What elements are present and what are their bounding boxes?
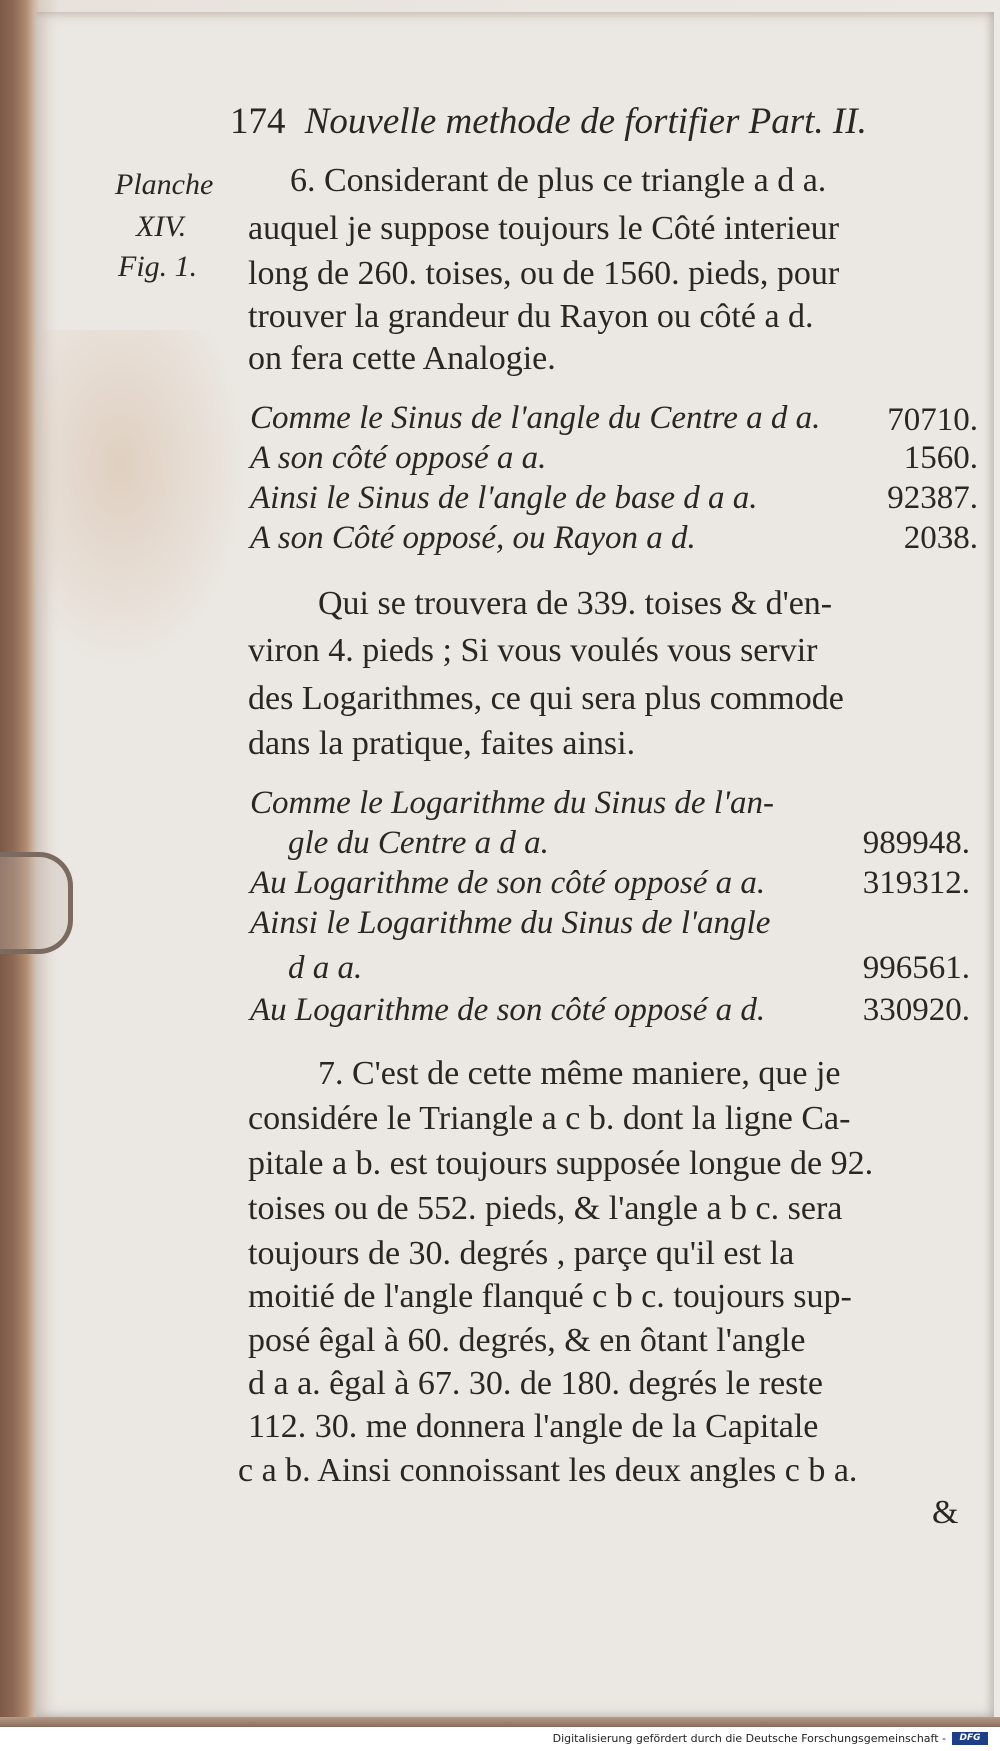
log-analogy-line: Au Logarithme de son côté opposé a a. bbox=[250, 865, 766, 901]
text-line: 7. C'est de cette même maniere, que je bbox=[318, 1055, 841, 1092]
text-line: on fera cette Analogie. bbox=[248, 340, 556, 377]
text-line: Qui se trouvera de 339. toises & d'en- bbox=[318, 585, 833, 622]
text-line: long de 260. toises, ou de 1560. pieds, pour bbox=[248, 255, 840, 292]
log-analogy-line: gle du Centre a d a. bbox=[288, 825, 549, 861]
text-line: dans la pratique, faites ainsi. bbox=[248, 725, 636, 762]
log-analogy-value: 989948. bbox=[862, 825, 970, 861]
running-title: Nouvelle methode de fortifier Part. II. bbox=[304, 101, 867, 142]
log-analogy-line: Ainsi le Logarithme du Sinus de l'angle bbox=[250, 905, 771, 941]
text-line: toises ou de 552. pieds, & l'angle a b c. sera bbox=[248, 1190, 843, 1227]
digitization-footer bbox=[0, 1727, 1000, 1751]
log-analogy-value: 996561. bbox=[862, 950, 970, 986]
text-line: 112. 30. me donnera l'angle de la Capitale bbox=[248, 1408, 819, 1445]
text-line: posé êgal à 60. degrés, & en ôtant l'angle bbox=[248, 1322, 806, 1359]
analogy-value: 70710. bbox=[887, 402, 978, 438]
log-analogy-line: d a a. bbox=[288, 950, 363, 986]
text-line: 6. Considerant de plus ce triangle a d a. bbox=[290, 162, 827, 199]
analogy-value: 2038. bbox=[903, 520, 978, 556]
log-analogy-line: Comme le Logarithme du Sinus de l'an- bbox=[250, 785, 775, 821]
page-bottom-edge bbox=[0, 1717, 1000, 1727]
text-line: considére le Triangle a c b. dont la ligne Ca- bbox=[248, 1100, 851, 1137]
margin-note-planche: Planche bbox=[115, 168, 214, 201]
analogy-line: A son Côté opposé, ou Rayon a d. bbox=[250, 520, 696, 556]
margin-note-figure: Fig. 1. bbox=[118, 250, 198, 283]
analogy-value: 92387. bbox=[887, 480, 978, 516]
text-line: auquel je suppose toujours le Côté interieur bbox=[248, 210, 840, 247]
running-header bbox=[230, 100, 867, 143]
analogy-line: Comme le Sinus de l'angle du Centre a d a. bbox=[250, 400, 821, 436]
text-line: pitale a b. est toujours supposée longue de 92. bbox=[248, 1145, 874, 1182]
analogy-line: Ainsi le Sinus de l'angle de base d a a. bbox=[250, 480, 758, 516]
text-line: des Logarithmes, ce qui sera plus commode bbox=[248, 680, 844, 717]
text-line: c a b. Ainsi connoissant les deux angles c b a. bbox=[238, 1452, 858, 1489]
log-analogy-line: Au Logarithme de son côté opposé a d. bbox=[250, 992, 766, 1028]
catchword: & bbox=[932, 1494, 959, 1531]
text-line: trouver la grandeur du Rayon ou côté a d. bbox=[248, 298, 814, 335]
text-line: moitié de l'angle flanqué c b c. toujours sup- bbox=[248, 1278, 852, 1315]
page-number: 174 bbox=[230, 101, 286, 142]
book-clasp bbox=[0, 852, 73, 954]
text-line: toujours de 30. degrés , parçe qu'il est la bbox=[248, 1235, 795, 1272]
analogy-line: A son côté opposé a a. bbox=[250, 440, 547, 476]
log-analogy-value: 319312. bbox=[862, 865, 970, 901]
log-analogy-value: 330920. bbox=[862, 992, 970, 1028]
analogy-value: 1560. bbox=[903, 440, 978, 476]
footer-credit: Digitalisierung gefördert durch die Deutsche Forschungsgemeinschaft - bbox=[552, 1732, 946, 1745]
margin-note-plate: XIV. bbox=[136, 210, 187, 243]
text-line: viron 4. pieds ; Si vous voulés vous servir bbox=[248, 632, 818, 669]
text-line: d a a. êgal à 67. 30. de 180. degrés le reste bbox=[248, 1365, 823, 1402]
water-stain bbox=[36, 330, 246, 670]
dfg-logo: DFG bbox=[952, 1732, 988, 1745]
